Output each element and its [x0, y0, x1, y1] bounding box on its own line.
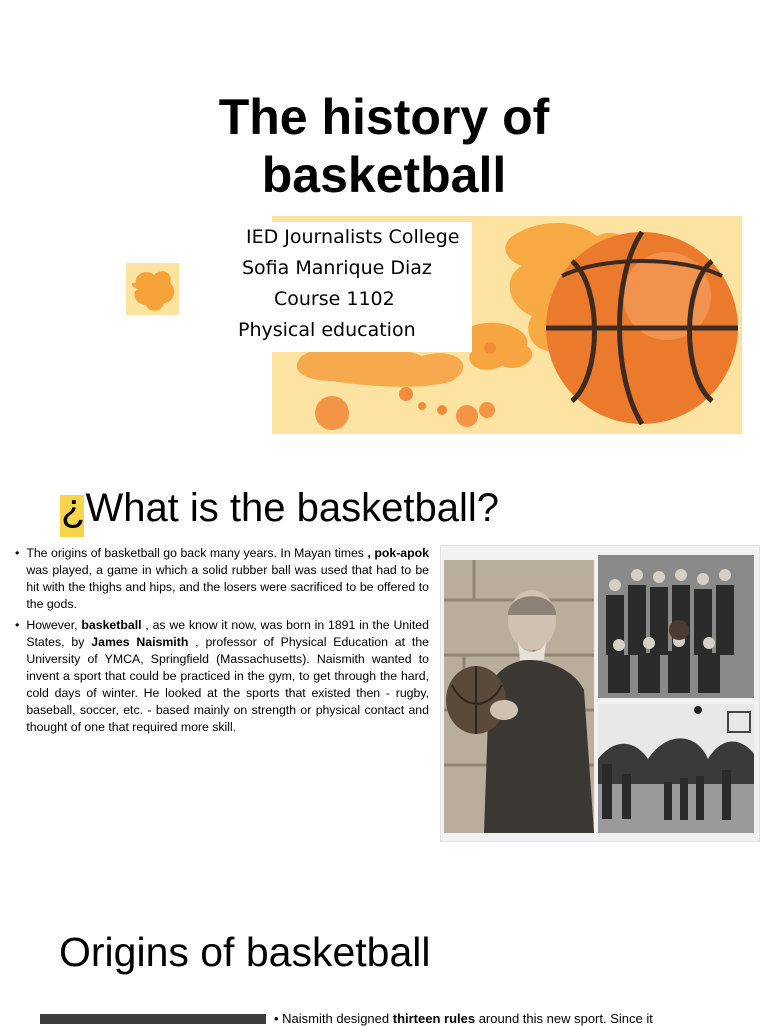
slide3-heading: Origins of basketball [59, 929, 431, 975]
paint-drop [437, 405, 447, 415]
heading-text: What is the basketball? [85, 486, 499, 530]
team-photo [598, 555, 754, 698]
author-text: Sofia Manrique Diaz [242, 257, 432, 279]
bullet-text: The origins of basketball go back many years. In Mayan times , pok-apok was played, a game in which a solid rubber ball was used that had to be hit with the thighs and hips, and the losers were sacrificed to be offered to the gods. [26, 546, 429, 611]
slide1-title [0, 88, 768, 204]
list-item [15, 617, 429, 736]
small-splash-icon [126, 263, 179, 315]
bullet-icon: • [15, 618, 20, 632]
slide2-heading [61, 485, 499, 531]
slide2-bullets [15, 545, 429, 740]
basketball-icon [546, 232, 738, 424]
paint-drop [479, 402, 495, 418]
subject-text: Physical education [238, 319, 416, 341]
bullet-icon: • [15, 546, 20, 560]
paint-drop [399, 387, 413, 401]
slide3-photo [40, 1014, 266, 1024]
title-line-1: The history of [218, 89, 550, 145]
naismith-portrait [444, 560, 594, 833]
paint-drop [456, 405, 478, 427]
paint-drop [418, 402, 426, 410]
inverted-question-mark: ¿ [61, 486, 86, 530]
paint-drop [484, 342, 496, 354]
list-item [15, 545, 429, 613]
course-text: Course 1102 [274, 288, 395, 310]
paint-drop [315, 396, 349, 430]
game-photo [598, 704, 754, 833]
title-line-2: basketball [261, 147, 507, 203]
slide3-bullet-text: • Naismith designed thirteen rules around this new sport. Since it [274, 1011, 653, 1026]
bullet-text: However, basketball , as we know it now, was born in 1891 in the United States, by James Naismith , professor of Physical Education at the University of YMCA, Springfield (Massachusetts). Naismith wanted to invent a sport that could be practiced in the gym, to get through the hard, cold days of winter. He looked at the sports that existed then - rugby, baseball, soccer, etc. - based mainly on strength or physical contact and thought of one that required more skill. [26, 618, 429, 734]
institution-text: IED Journalists College [246, 226, 460, 248]
